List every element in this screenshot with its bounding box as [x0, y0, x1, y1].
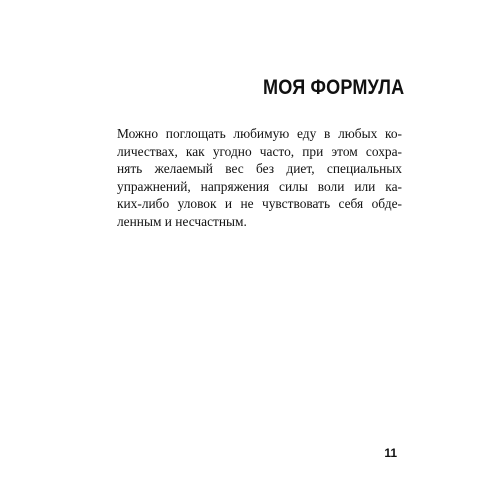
text-line: упражнений, напряжения силы воли или ка-: [117, 178, 402, 194]
page-number: 11: [384, 446, 397, 460]
chapter-title: МОЯ ФОРМУЛА: [262, 76, 404, 99]
text-line: Можно поглощать любимую еду в любых ко-: [117, 126, 402, 141]
text-line: ких-либо уловок и не чувствовать себя обде-: [117, 196, 402, 212]
text-line: нять желаемый вес без диет, специальных: [117, 161, 402, 177]
body-paragraph: [117, 125, 402, 231]
text-line: личествах, как угодно часто, при этом сохра-: [117, 143, 402, 159]
text-line: ленным и несчастным.: [117, 213, 247, 229]
